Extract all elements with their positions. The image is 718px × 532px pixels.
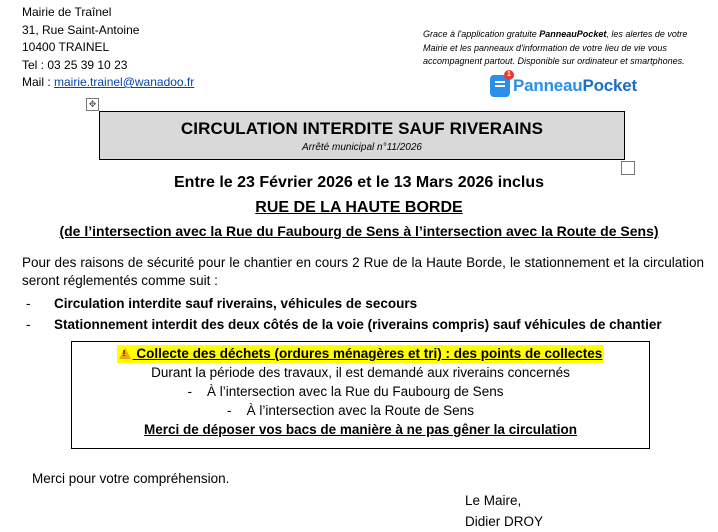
list-item: [22, 293, 662, 314]
signature-name: Didier DROY: [465, 514, 544, 529]
signature-block: [465, 490, 543, 532]
pp-brand-bold: PanneauPocket: [539, 29, 607, 39]
title-box: [99, 111, 625, 160]
waste-collection-box: [71, 341, 650, 449]
pp-text-after: , les alertes de votre Mairie et les panneaux d'information de votre lieu de vie vous accompagnent partout. Disponible sur ordinateur et smartphones.: [423, 29, 688, 66]
rules-list: [22, 293, 662, 335]
intro-paragraph: Pour des raisons de sécurité pour le chantier en cours 2 Rue de la Haute Borde, le stationnement et la circulation seront réglementés comme suit :: [22, 255, 704, 288]
mail-label: Mail :: [22, 75, 55, 89]
pp-text-before: Grace à l'application gratuite: [423, 29, 540, 39]
address-line-3: 10400 TRAINEL: [22, 40, 110, 54]
address-mail-row: [22, 74, 194, 92]
notification-badge: 1: [504, 70, 514, 80]
waste-line: Durant la période des travaux, il est demandé aux riverains concernés: [151, 365, 570, 380]
waste-sub-text: À l’intersection avec la Rue du Faubourg de Sens: [207, 384, 504, 399]
address-line-1: Mairie de Traînel: [22, 5, 112, 19]
waste-title-text: Collecte des déchets (ordures ménagères et tri) : des points de collectes: [136, 346, 603, 361]
panneaupocket-logo: [490, 72, 637, 100]
list-dash: -: [187, 384, 193, 399]
mairie-address-block: [22, 4, 194, 92]
waste-sub-item-1: [72, 382, 649, 401]
waste-title: [117, 345, 605, 363]
panneaupocket-description: [423, 28, 703, 69]
list-item-text: Circulation interdite sauf riverains, véhicules de secours: [54, 296, 418, 311]
waste-sub-item-2: [72, 401, 649, 420]
address-line-2: 31, Rue Saint-Antoine: [22, 22, 140, 37]
intersection-range: (de l’intersection avec la Rue du Faubourg de Sens à l’intersection avec la Route de Sens): [59, 223, 659, 239]
date-range: Entre le 23 Février 2026 et le 13 Mars 2026 inclus: [174, 174, 544, 191]
warning-icon: [119, 348, 131, 359]
list-item: [22, 314, 662, 335]
mail-link[interactable]: mairie.trainel@wanadoo.fr: [54, 75, 195, 89]
table-resize-handle[interactable]: [621, 161, 635, 175]
table-move-handle-icon[interactable]: ✥: [86, 98, 99, 111]
list-dash: -: [26, 296, 31, 311]
wordmark-part-1: Panneau: [513, 76, 583, 95]
waste-sub-text: À l’intersection avec la Route de Sens: [246, 403, 474, 418]
main-title: CIRCULATION INTERDITE SAUF RIVERAINS: [180, 119, 544, 138]
thanks-text: Merci pour votre compréhension.: [32, 471, 230, 486]
list-dash: -: [26, 317, 31, 332]
list-item-text: Stationnement interdit des deux côtés de la voie (riverains compris) sauf véhicules de chantier: [54, 317, 662, 332]
waste-final-note: Merci de déposer vos bacs de manière à ne pas gêner la circulation: [144, 422, 577, 437]
wordmark-part-2: Pocket: [582, 76, 638, 95]
signature-role: Le Maire,: [465, 493, 522, 508]
address-phone: Tel : 03 25 39 10 23: [22, 57, 128, 72]
panneaupocket-wordmark: [513, 76, 637, 96]
street-name: RUE DE LA HAUTE BORDE: [255, 199, 463, 216]
list-dash: -: [227, 403, 232, 418]
arrete-subtitle: Arrêté municipal n°11/2026: [302, 142, 422, 153]
panneaupocket-logo-icon: [490, 71, 511, 97]
